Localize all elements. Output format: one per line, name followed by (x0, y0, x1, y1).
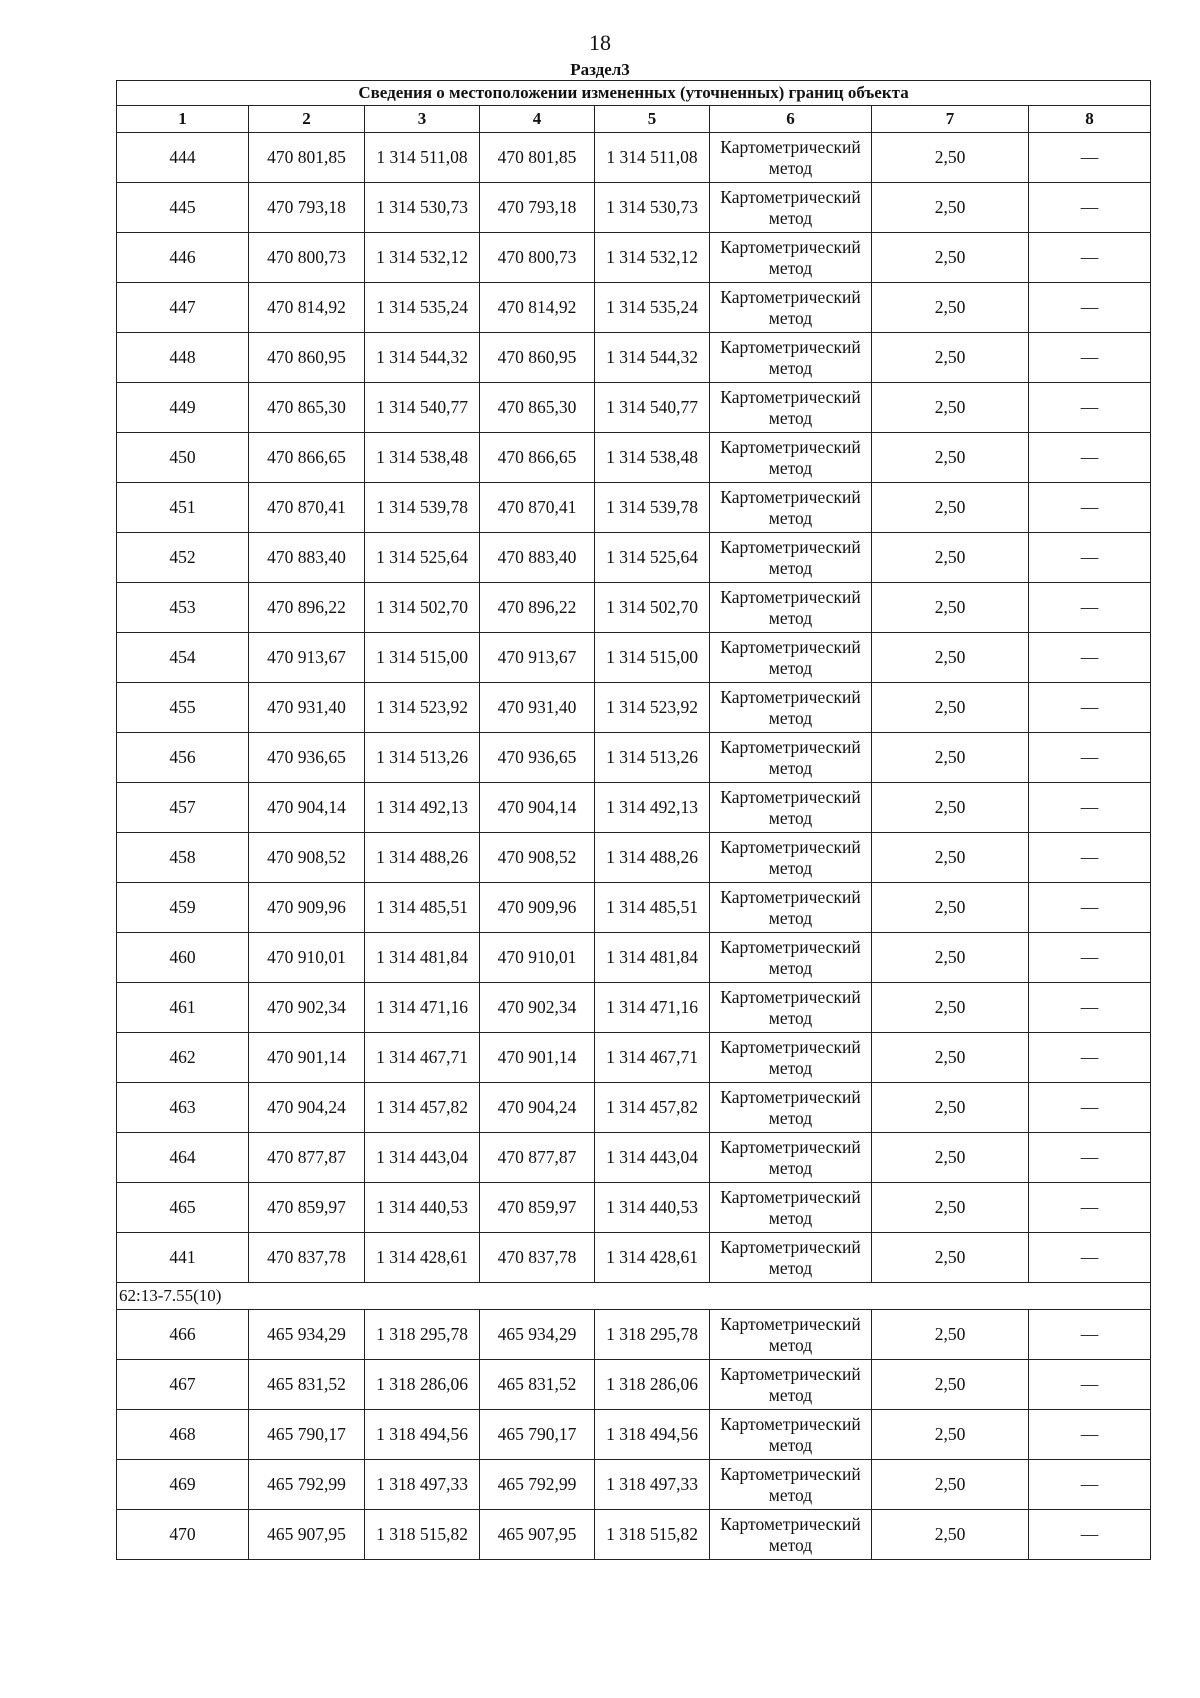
cell-old-y: 1 318 497,33 (365, 1460, 480, 1510)
cell-new-y: 1 314 440,53 (595, 1183, 710, 1233)
boundary-coordinates-table (116, 80, 1151, 1560)
cell-precision: 2,50 (872, 1133, 1029, 1183)
cell-old-x: 470 904,24 (249, 1083, 365, 1133)
cell-precision: 2,50 (872, 1460, 1029, 1510)
cell-description: — (1029, 483, 1151, 533)
cell-point-number: 463 (117, 1083, 249, 1133)
cell-point-number: 459 (117, 883, 249, 933)
cell-precision: 2,50 (872, 1410, 1029, 1460)
cell-new-y: 1 314 471,16 (595, 983, 710, 1033)
cell-old-y: 1 314 511,08 (365, 133, 480, 183)
cell-precision: 2,50 (872, 933, 1029, 983)
cell-old-x: 470 793,18 (249, 183, 365, 233)
cell-old-x: 470 910,01 (249, 933, 365, 983)
cell-point-number: 457 (117, 783, 249, 833)
cell-new-x: 470 908,52 (480, 833, 595, 883)
table-row (117, 1410, 1151, 1460)
cell-old-x: 470 913,67 (249, 633, 365, 683)
cell-precision: 2,50 (872, 1510, 1029, 1560)
table-row (117, 1460, 1151, 1510)
cell-precision: 2,50 (872, 1233, 1029, 1283)
cell-old-y: 1 314 457,82 (365, 1083, 480, 1133)
cell-new-y: 1 318 497,33 (595, 1460, 710, 1510)
cell-point-number: 466 (117, 1310, 249, 1360)
cell-old-y: 1 314 502,70 (365, 583, 480, 633)
cell-new-x: 470 860,95 (480, 333, 595, 383)
cell-old-x: 465 792,99 (249, 1460, 365, 1510)
cell-point-number: 450 (117, 433, 249, 483)
cell-method: Картометрический метод (710, 1183, 872, 1233)
cell-new-y: 1 314 540,77 (595, 383, 710, 433)
cell-precision: 2,50 (872, 1183, 1029, 1233)
table-row (117, 333, 1151, 383)
cell-method: Картометрический метод (710, 283, 872, 333)
cell-old-y: 1 314 525,64 (365, 533, 480, 583)
cell-method: Картометрический метод (710, 1460, 872, 1510)
cell-precision: 2,50 (872, 433, 1029, 483)
cell-new-y: 1 314 485,51 (595, 883, 710, 933)
cell-description: — (1029, 1233, 1151, 1283)
table-row (117, 1360, 1151, 1410)
cell-precision: 2,50 (872, 733, 1029, 783)
cell-new-y: 1 314 525,64 (595, 533, 710, 583)
cell-precision: 2,50 (872, 183, 1029, 233)
cell-new-x: 470 931,40 (480, 683, 595, 733)
cell-point-number: 460 (117, 933, 249, 983)
cell-description: — (1029, 1083, 1151, 1133)
cell-precision: 2,50 (872, 1033, 1029, 1083)
cell-description: — (1029, 433, 1151, 483)
cell-new-x: 470 909,96 (480, 883, 595, 933)
cell-old-y: 1 318 515,82 (365, 1510, 480, 1560)
section-title: Раздел3 (570, 60, 630, 79)
cell-new-y: 1 314 515,00 (595, 633, 710, 683)
cell-new-y: 1 314 513,26 (595, 733, 710, 783)
cell-new-y: 1 314 488,26 (595, 833, 710, 883)
cell-description: — (1029, 383, 1151, 433)
table-row (117, 1183, 1151, 1233)
table-row (117, 383, 1151, 433)
cell-description: — (1029, 1133, 1151, 1183)
table-row (117, 533, 1151, 583)
cell-method: Картометрический метод (710, 1033, 872, 1083)
table-body (117, 133, 1151, 1560)
cell-description: — (1029, 883, 1151, 933)
cell-point-number: 461 (117, 983, 249, 1033)
cell-precision: 2,50 (872, 883, 1029, 933)
cell-description: — (1029, 1033, 1151, 1083)
cell-precision: 2,50 (872, 1310, 1029, 1360)
table-row (117, 633, 1151, 683)
cell-new-x: 470 901,14 (480, 1033, 595, 1083)
cell-new-x: 470 865,30 (480, 383, 595, 433)
cell-point-number: 456 (117, 733, 249, 783)
cell-old-y: 1 314 443,04 (365, 1133, 480, 1183)
column-number: 7 (872, 106, 1029, 133)
cell-new-x: 470 904,24 (480, 1083, 595, 1133)
table-row (117, 1033, 1151, 1083)
column-number-row (117, 106, 1151, 133)
cell-new-y: 1 314 492,13 (595, 783, 710, 833)
cell-old-y: 1 314 467,71 (365, 1033, 480, 1083)
cell-precision: 2,50 (872, 783, 1029, 833)
cell-old-x: 470 801,85 (249, 133, 365, 183)
table-row (117, 433, 1151, 483)
table-row (117, 833, 1151, 883)
cell-old-y: 1 314 428,61 (365, 1233, 480, 1283)
cell-new-y: 1 314 532,12 (595, 233, 710, 283)
cell-method: Картометрический метод (710, 933, 872, 983)
cell-description: — (1029, 533, 1151, 583)
cell-new-x: 465 831,52 (480, 1360, 595, 1410)
cell-old-x: 470 883,40 (249, 533, 365, 583)
cell-point-number: 458 (117, 833, 249, 883)
cell-new-y: 1 314 481,84 (595, 933, 710, 983)
table-row (117, 1310, 1151, 1360)
cell-old-x: 465 934,29 (249, 1310, 365, 1360)
cell-description: — (1029, 783, 1151, 833)
cell-new-y: 1 318 515,82 (595, 1510, 710, 1560)
cell-new-y: 1 314 428,61 (595, 1233, 710, 1283)
cell-description: — (1029, 633, 1151, 683)
cell-precision: 2,50 (872, 333, 1029, 383)
cell-old-y: 1 318 295,78 (365, 1310, 480, 1360)
table-row (117, 233, 1151, 283)
object-cadastral-label: 62:13-7.55(10) (117, 1283, 1151, 1310)
cell-new-y: 1 314 457,82 (595, 1083, 710, 1133)
cell-old-y: 1 314 485,51 (365, 883, 480, 933)
cell-old-x: 470 860,95 (249, 333, 365, 383)
cell-old-x: 470 865,30 (249, 383, 365, 433)
object-label-row (117, 1283, 1151, 1310)
table-row (117, 783, 1151, 833)
cell-old-x: 470 870,41 (249, 483, 365, 533)
cell-old-x: 470 909,96 (249, 883, 365, 933)
cell-old-x: 470 908,52 (249, 833, 365, 883)
table-row (117, 883, 1151, 933)
cell-point-number: 465 (117, 1183, 249, 1233)
cell-old-x: 470 896,22 (249, 583, 365, 633)
cell-precision: 2,50 (872, 233, 1029, 283)
cell-method: Картометрический метод (710, 1310, 872, 1360)
cell-point-number: 454 (117, 633, 249, 683)
cell-new-x: 470 904,14 (480, 783, 595, 833)
cell-method: Картометрический метод (710, 633, 872, 683)
cell-precision: 2,50 (872, 133, 1029, 183)
table-row (117, 133, 1151, 183)
cell-new-y: 1 314 539,78 (595, 483, 710, 533)
cell-method: Картометрический метод (710, 683, 872, 733)
cell-new-x: 470 902,34 (480, 983, 595, 1033)
cell-old-x: 470 800,73 (249, 233, 365, 283)
column-number: 4 (480, 106, 595, 133)
cell-description: — (1029, 1510, 1151, 1560)
cell-old-y: 1 314 481,84 (365, 933, 480, 983)
cell-old-y: 1 318 494,56 (365, 1410, 480, 1460)
cell-description: — (1029, 1183, 1151, 1233)
cell-old-y: 1 314 530,73 (365, 183, 480, 233)
cell-old-y: 1 314 488,26 (365, 833, 480, 883)
cell-precision: 2,50 (872, 983, 1029, 1033)
cell-precision: 2,50 (872, 1083, 1029, 1133)
cell-new-x: 470 896,22 (480, 583, 595, 633)
cell-old-y: 1 314 544,32 (365, 333, 480, 383)
cell-old-x: 470 904,14 (249, 783, 365, 833)
cell-old-x: 470 901,14 (249, 1033, 365, 1083)
cell-new-x: 470 883,40 (480, 533, 595, 583)
column-number: 6 (710, 106, 872, 133)
cell-new-x: 470 866,65 (480, 433, 595, 483)
cell-new-y: 1 314 502,70 (595, 583, 710, 633)
cell-new-x: 470 870,41 (480, 483, 595, 533)
cell-old-x: 470 902,34 (249, 983, 365, 1033)
cell-new-x: 470 800,73 (480, 233, 595, 283)
table-row (117, 683, 1151, 733)
cell-point-number: 468 (117, 1410, 249, 1460)
column-number: 3 (365, 106, 480, 133)
cell-old-y: 1 314 515,00 (365, 633, 480, 683)
cell-point-number: 451 (117, 483, 249, 533)
cell-point-number: 447 (117, 283, 249, 333)
cell-point-number: 444 (117, 133, 249, 183)
cell-new-x: 470 877,87 (480, 1133, 595, 1183)
cell-new-y: 1 318 494,56 (595, 1410, 710, 1460)
cell-method: Картометрический метод (710, 783, 872, 833)
cell-old-y: 1 318 286,06 (365, 1360, 480, 1410)
cell-new-x: 465 790,17 (480, 1410, 595, 1460)
cell-new-y: 1 314 523,92 (595, 683, 710, 733)
cell-point-number: 464 (117, 1133, 249, 1183)
cell-precision: 2,50 (872, 483, 1029, 533)
cell-point-number: 448 (117, 333, 249, 383)
cell-description: — (1029, 933, 1151, 983)
cell-new-y: 1 318 286,06 (595, 1360, 710, 1410)
cell-new-y: 1 314 443,04 (595, 1133, 710, 1183)
cell-new-x: 470 793,18 (480, 183, 595, 233)
cell-old-y: 1 314 440,53 (365, 1183, 480, 1233)
cell-new-y: 1 314 544,32 (595, 333, 710, 383)
cell-new-x: 470 913,67 (480, 633, 595, 683)
cell-old-y: 1 314 471,16 (365, 983, 480, 1033)
cell-point-number: 453 (117, 583, 249, 633)
cell-precision: 2,50 (872, 1360, 1029, 1410)
cell-new-x: 470 801,85 (480, 133, 595, 183)
cell-precision: 2,50 (872, 833, 1029, 883)
cell-description: — (1029, 133, 1151, 183)
cell-method: Картометрический метод (710, 1360, 872, 1410)
cell-method: Картометрический метод (710, 983, 872, 1033)
cell-new-x: 465 792,99 (480, 1460, 595, 1510)
cell-description: — (1029, 683, 1151, 733)
cell-precision: 2,50 (872, 383, 1029, 433)
cell-precision: 2,50 (872, 583, 1029, 633)
cell-description: — (1029, 1310, 1151, 1360)
column-number: 1 (117, 106, 249, 133)
column-number: 5 (595, 106, 710, 133)
cell-point-number: 469 (117, 1460, 249, 1510)
column-number: 2 (249, 106, 365, 133)
cell-old-y: 1 314 540,77 (365, 383, 480, 433)
table-caption: Сведения о местоположении измененных (уточненных) границ объекта (117, 81, 1151, 106)
cell-precision: 2,50 (872, 633, 1029, 683)
cell-method: Картометрический метод (710, 833, 872, 883)
cell-method: Картометрический метод (710, 1233, 872, 1283)
cell-new-x: 465 934,29 (480, 1310, 595, 1360)
table-row (117, 1083, 1151, 1133)
cell-new-y: 1 318 295,78 (595, 1310, 710, 1360)
cell-method: Картометрический метод (710, 483, 872, 533)
cell-new-x: 470 859,97 (480, 1183, 595, 1233)
cell-new-y: 1 314 467,71 (595, 1033, 710, 1083)
cell-description: — (1029, 283, 1151, 333)
cell-point-number: 441 (117, 1233, 249, 1283)
cell-method: Картометрический метод (710, 383, 872, 433)
cell-old-y: 1 314 513,26 (365, 733, 480, 783)
cell-method: Картометрический метод (710, 1133, 872, 1183)
cell-new-x: 470 837,78 (480, 1233, 595, 1283)
cell-method: Картометрический метод (710, 1510, 872, 1560)
cell-new-y: 1 314 538,48 (595, 433, 710, 483)
cell-old-x: 470 877,87 (249, 1133, 365, 1183)
cell-method: Картометрический метод (710, 133, 872, 183)
cell-method: Картометрический метод (710, 433, 872, 483)
page-number: 18 (589, 30, 611, 55)
cell-precision: 2,50 (872, 683, 1029, 733)
cell-description: — (1029, 333, 1151, 383)
cell-precision: 2,50 (872, 283, 1029, 333)
table-row (117, 183, 1151, 233)
cell-old-y: 1 314 538,48 (365, 433, 480, 483)
cell-new-x: 470 910,01 (480, 933, 595, 983)
cell-description: — (1029, 1460, 1151, 1510)
cell-point-number: 470 (117, 1510, 249, 1560)
cell-point-number: 462 (117, 1033, 249, 1083)
cell-old-y: 1 314 535,24 (365, 283, 480, 333)
cell-point-number: 446 (117, 233, 249, 283)
cell-description: — (1029, 1360, 1151, 1410)
cell-old-y: 1 314 492,13 (365, 783, 480, 833)
cell-method: Картометрический метод (710, 733, 872, 783)
cell-new-x: 465 907,95 (480, 1510, 595, 1560)
cell-point-number: 455 (117, 683, 249, 733)
cell-new-y: 1 314 535,24 (595, 283, 710, 333)
cell-old-x: 465 907,95 (249, 1510, 365, 1560)
cell-method: Картометрический метод (710, 1410, 872, 1460)
cell-point-number: 445 (117, 183, 249, 233)
cell-new-y: 1 314 530,73 (595, 183, 710, 233)
cell-point-number: 467 (117, 1360, 249, 1410)
cell-new-x: 470 814,92 (480, 283, 595, 333)
table-row (117, 1233, 1151, 1283)
cell-point-number: 449 (117, 383, 249, 433)
cell-description: — (1029, 183, 1151, 233)
table-row (117, 583, 1151, 633)
cell-description: — (1029, 233, 1151, 283)
cell-old-y: 1 314 539,78 (365, 483, 480, 533)
cell-old-y: 1 314 532,12 (365, 233, 480, 283)
cell-description: — (1029, 1410, 1151, 1460)
cell-precision: 2,50 (872, 533, 1029, 583)
column-number: 8 (1029, 106, 1151, 133)
cell-point-number: 452 (117, 533, 249, 583)
cell-new-y: 1 314 511,08 (595, 133, 710, 183)
cell-method: Картометрический метод (710, 233, 872, 283)
cell-method: Картометрический метод (710, 583, 872, 633)
cell-description: — (1029, 833, 1151, 883)
cell-method: Картометрический метод (710, 1083, 872, 1133)
cell-old-x: 465 790,17 (249, 1410, 365, 1460)
cell-description: — (1029, 983, 1151, 1033)
cell-old-x: 470 837,78 (249, 1233, 365, 1283)
table-row (117, 1510, 1151, 1560)
table-row (117, 1133, 1151, 1183)
cell-old-x: 470 866,65 (249, 433, 365, 483)
cell-method: Картометрический метод (710, 883, 872, 933)
cell-description: — (1029, 733, 1151, 783)
table-row (117, 983, 1151, 1033)
cell-method: Картометрический метод (710, 333, 872, 383)
cell-old-x: 470 931,40 (249, 683, 365, 733)
cell-old-x: 470 814,92 (249, 283, 365, 333)
cell-old-x: 470 936,65 (249, 733, 365, 783)
table-row (117, 283, 1151, 333)
cell-old-x: 465 831,52 (249, 1360, 365, 1410)
cell-old-x: 470 859,97 (249, 1183, 365, 1233)
cell-method: Картометрический метод (710, 533, 872, 583)
cell-method: Картометрический метод (710, 183, 872, 233)
table-row (117, 933, 1151, 983)
cell-description: — (1029, 583, 1151, 633)
table-row (117, 483, 1151, 533)
table-row (117, 733, 1151, 783)
cell-new-x: 470 936,65 (480, 733, 595, 783)
cell-old-y: 1 314 523,92 (365, 683, 480, 733)
